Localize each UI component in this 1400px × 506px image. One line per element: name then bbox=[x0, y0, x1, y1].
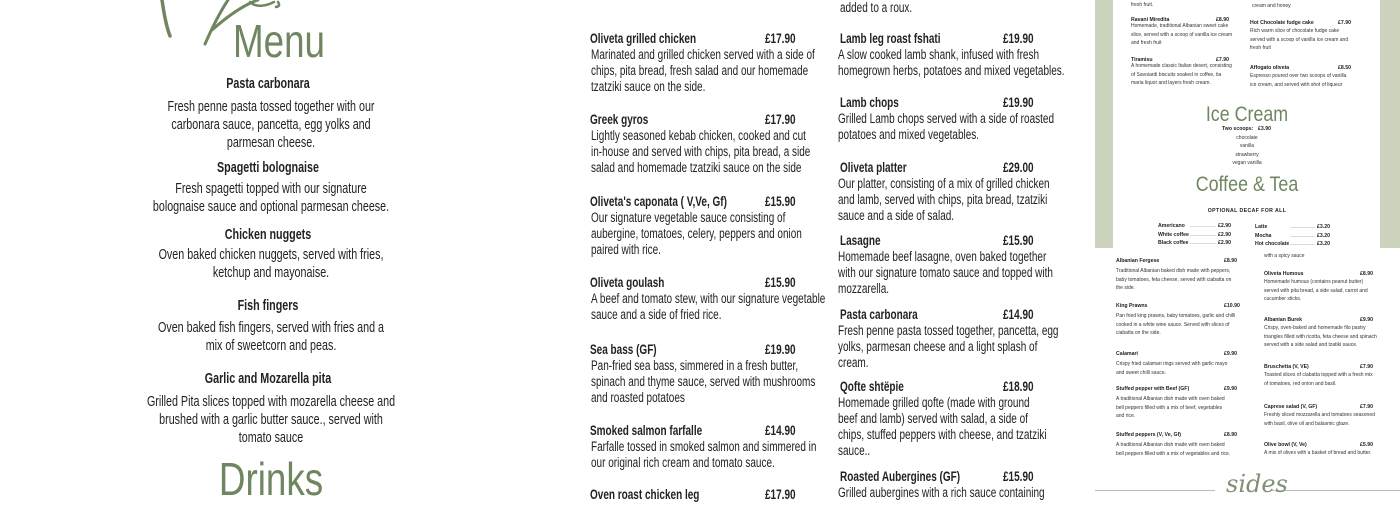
menu-item-description: sauce.. bbox=[838, 443, 871, 458]
dish-price: £10.90 bbox=[1224, 303, 1240, 309]
dish-description: bell peppers filled with a mix of beef, vegetables bbox=[1116, 404, 1223, 411]
dish-description: triangles filled with ricotta, feta cheese and spinach bbox=[1264, 333, 1377, 340]
dish-name: Oliveta Humous bbox=[1264, 271, 1304, 277]
dish-description: bell peppers filled with a mix of vegetables and rice. bbox=[1116, 450, 1231, 457]
menu-item-name: Qofte shtëpie bbox=[840, 379, 904, 394]
dish-name: Hot Chocolate fudge cake bbox=[1250, 20, 1314, 26]
dish-description: Homemade, traditional Albanian sweet cake bbox=[1131, 23, 1229, 29]
dish-name: Caprese salad (V, GF) bbox=[1264, 404, 1318, 410]
dish-name: King Prawns bbox=[1116, 303, 1148, 309]
menu-item-description: and lamb, served with chips, pita bread, tzatziki bbox=[838, 192, 1048, 207]
dish-description: Pan fried king prawns, baby tomatoes, garlic and chilli bbox=[1116, 313, 1236, 319]
dish-description: Espresso poured over two scoops of vanilla bbox=[1250, 73, 1347, 79]
leader-line bbox=[1290, 236, 1315, 237]
menu-item-description: Oven baked fish fingers, served with fries and a bbox=[157, 320, 385, 336]
dish-description: Freshly sliced mozzarella and tomatoes seasoned bbox=[1264, 412, 1375, 418]
dish-price: £8.90 bbox=[1224, 432, 1237, 438]
menu-item-description: Fresh spagetti topped with our signature bbox=[175, 181, 367, 197]
coffee-price: £2.90 bbox=[1218, 223, 1231, 229]
menu-item-description: Homemade beef lasagne, oven baked together bbox=[838, 249, 1047, 264]
dish-description: A traditional Albanian dish made with oven baked bbox=[1116, 442, 1225, 448]
dish-description: served with pita bread, a side salad, carrot and bbox=[1264, 287, 1368, 294]
dish-description: cooked in a white wine sauce. Served with slices of bbox=[1116, 321, 1230, 328]
coffee-price: £2.90 bbox=[1218, 231, 1231, 238]
menu-item-description: A beef and tomato stew, with our signature vegetable bbox=[591, 291, 826, 306]
coffee-price: £3.20 bbox=[1317, 232, 1330, 239]
menu-item-description: A slow cooked lamb shank, infused with fresh bbox=[838, 47, 1040, 62]
menu-item-description: sauce and a side of salad. bbox=[838, 208, 955, 223]
leader-line bbox=[1190, 243, 1216, 244]
menu-item-name: Oliveta platter bbox=[840, 160, 907, 175]
dish-name: Affogato oliveta bbox=[1250, 65, 1290, 71]
menu-item-description: Oven baked chicken nuggets, served with fries, bbox=[158, 247, 384, 263]
coffee-tea-title: Coffee & Tea bbox=[1195, 173, 1299, 196]
ice-cream-flavour: vegan vanilla bbox=[1232, 159, 1262, 166]
dish-description: with a spicy sauce bbox=[1264, 253, 1305, 259]
menu-item-description: mozzarella. bbox=[838, 281, 890, 296]
menu-item-price: £14.90 bbox=[765, 423, 796, 438]
menu-item-name: Fish fingers bbox=[237, 298, 299, 314]
menu-item-name: Sea bass (GF) bbox=[590, 342, 657, 357]
menu-item-price: £19.90 bbox=[1003, 95, 1034, 110]
menu-item-description: potatoes and mixed vegetables. bbox=[838, 127, 980, 142]
coffee-price: £3.20 bbox=[1317, 224, 1330, 230]
menu-item-price: £29.00 bbox=[1003, 160, 1034, 175]
dish-description: Rich warm slice of chocolate fudge cake bbox=[1250, 28, 1340, 34]
coffee-name: Mocha bbox=[1255, 232, 1272, 239]
menu-item-description: aubergine, tomatoes, celery, peppers and onion bbox=[591, 226, 802, 241]
scoops-label: Two scoops: bbox=[1222, 126, 1254, 132]
menu-item-description: Marinated and grilled chicken served with a side of bbox=[591, 47, 815, 62]
decaf-note: OPTIONAL DECAF FOR ALL bbox=[1207, 208, 1287, 214]
menu-item-description: homegrown herbs, potatoes and mixed vegetables. bbox=[838, 63, 1065, 78]
dish-description: and rice. bbox=[1116, 413, 1136, 420]
dish-price: £9.90 bbox=[1360, 317, 1373, 323]
leader-line bbox=[1190, 226, 1216, 227]
menu-item-description: Farfalle tossed in smoked salmon and simmered in bbox=[591, 439, 817, 454]
menu-item-description: parmesan cheese. bbox=[226, 135, 316, 151]
menu-item-price: £17.90 bbox=[765, 487, 796, 502]
coffee-name: Latte bbox=[1255, 224, 1268, 230]
dish-name: Bruschetta (V, VE) bbox=[1264, 364, 1309, 370]
dish-description: of Savoiardi biscuits soaked in coffee, tia bbox=[1131, 71, 1222, 78]
menu-item-description: in-house and served with chips, pita bread, a side bbox=[591, 144, 811, 159]
dish-description: ciabatta on the side. bbox=[1116, 330, 1161, 337]
menu-item-description: sauce and a side of fried rice. bbox=[591, 307, 722, 322]
menu-item-price: £17.90 bbox=[765, 112, 796, 127]
dish-description: and fresh fruit bbox=[1131, 40, 1162, 47]
dish-name: Ravani Miredita bbox=[1131, 17, 1170, 23]
dish-name: Tiramisu bbox=[1131, 57, 1153, 63]
menu-item-name: Lasagne bbox=[840, 233, 881, 248]
menu-item-description: salad and homemade tzatziki sauce on the side bbox=[591, 160, 802, 175]
leader-line bbox=[1290, 227, 1315, 228]
dish-price: £7.90 bbox=[1338, 20, 1351, 26]
scoops-price: £3.90 bbox=[1258, 126, 1271, 132]
menu-item-description: brushed with a garlic butter sauce., served with bbox=[159, 412, 383, 428]
dish-description: and sweet chilli sauce. bbox=[1116, 369, 1167, 376]
dish-name: Albanian Fergese bbox=[1116, 258, 1160, 264]
dish-description: the side. bbox=[1116, 285, 1135, 292]
coffee-price: £2.90 bbox=[1218, 240, 1231, 246]
menu-item-description: beef and lamb) served with salad, a side of bbox=[838, 411, 1028, 426]
menu-item-description: Fresh penne pasta tossed together with our bbox=[167, 99, 375, 115]
menu-item-description: and roasted potatoes bbox=[591, 390, 685, 405]
drinks-title: Drinks bbox=[218, 453, 324, 505]
dessert-description: fresh fruit. bbox=[1131, 2, 1154, 8]
menu-item-description: Fresh penne pasta tossed together, pancetta, egg bbox=[838, 323, 1059, 338]
menu-item-price: £19.90 bbox=[765, 342, 796, 357]
menu-item-description: spinach and thyme sauce, served with mushrooms bbox=[591, 374, 816, 389]
ice-cream-title: Ice Cream bbox=[1205, 103, 1289, 126]
menu-item-name: Oliveta grilled chicken bbox=[590, 31, 697, 46]
menu-item-description: cream. bbox=[838, 355, 869, 370]
coffee-name: Americano bbox=[1158, 223, 1185, 229]
leader-line bbox=[1290, 244, 1315, 245]
menu-item-description: Pan-fried sea bass, simmered in a fresh butter, bbox=[591, 358, 799, 373]
menu-item-price: £15.90 bbox=[765, 194, 796, 209]
dish-price: £7.90 bbox=[1360, 364, 1373, 370]
ice-cream-flavour: vanilla bbox=[1239, 143, 1255, 150]
dish-price: £7.90 bbox=[1360, 404, 1373, 410]
menu-item-description: added to a roux. bbox=[840, 0, 913, 15]
menu-item-name: Oven roast chicken leg bbox=[590, 487, 700, 502]
dish-name: Stuffed pepper with Beef (GF) bbox=[1116, 386, 1190, 392]
divider bbox=[1095, 490, 1215, 491]
menu-item-name: Lamb leg roast fshati bbox=[840, 31, 941, 46]
dish-price: £8.50 bbox=[1338, 65, 1351, 71]
dish-price: £9.90 bbox=[1224, 351, 1237, 357]
menu-item-description: our original rich cream and tomato sauce. bbox=[591, 455, 775, 470]
dish-description: Homemade humous (contains peanut butter) bbox=[1264, 279, 1364, 285]
menu-item-description: Grilled Lamb chops served with a side of roasted bbox=[838, 111, 1055, 126]
menu-item-price: £15.90 bbox=[1003, 469, 1034, 484]
menu-item-description: bolognaise sauce and optional parmesan cheese. bbox=[152, 199, 390, 215]
dish-description: cucumber sticks. bbox=[1264, 296, 1302, 303]
menu-item-name: Garlic and Mozarella pita bbox=[204, 371, 332, 387]
dish-description: of tomatoes, red onion and basil. bbox=[1264, 380, 1337, 387]
menu-item-description: Grilled aubergines with a rich sauce containing bbox=[838, 485, 1045, 500]
dish-description: with basil, olive oil and balsamic glaze. bbox=[1264, 420, 1350, 427]
coffee-name: Black coffee bbox=[1158, 240, 1189, 246]
menu-title: Menu bbox=[232, 15, 326, 67]
dish-description: A mix of olives with a basket of bread and butter. bbox=[1264, 450, 1372, 456]
menu-item-price: £15.90 bbox=[1003, 233, 1034, 248]
coffee-name: White coffee bbox=[1158, 231, 1189, 238]
dish-price: £8.90 bbox=[1360, 271, 1373, 277]
dish-description: fresh fruit bbox=[1250, 45, 1271, 52]
menu-item-name: Smoked salmon farfalle bbox=[590, 423, 703, 438]
menu-item-description: tomato sauce bbox=[238, 430, 304, 446]
menu-item-name: Lamb chops bbox=[840, 95, 899, 110]
menu-item-price: £15.90 bbox=[765, 275, 796, 290]
menu-item-name: Spagetti bolognaise bbox=[217, 160, 319, 176]
menu-item-description: ketchup and mayonaise. bbox=[212, 265, 330, 281]
coffee-name: Hot chocolate bbox=[1255, 241, 1290, 247]
menu-item-name: Chicken nuggets bbox=[224, 227, 312, 243]
menu-item-price: £14.90 bbox=[1003, 307, 1034, 322]
menu-item-name: Roasted Aubergines (GF) bbox=[840, 469, 961, 484]
dish-description: A homemade classic Italian desert, consisting bbox=[1131, 63, 1232, 69]
dish-description: maria liquor and layers fresh cream. bbox=[1131, 80, 1211, 87]
menu-item-description: yolks, parmesan cheese and a light splash of bbox=[838, 339, 1038, 354]
ice-cream-flavour: strawberry bbox=[1235, 151, 1259, 158]
dish-description: A traditional Albanian dish made with oven baked bbox=[1116, 396, 1225, 402]
menu-item-price: £17.90 bbox=[765, 31, 796, 46]
menu-item-price: £19.90 bbox=[1003, 31, 1034, 46]
dish-price: £8.90 bbox=[1224, 258, 1237, 264]
leader-line bbox=[1190, 235, 1216, 236]
dish-description: Toasted slices of ciabatta topped with a fresh mix bbox=[1264, 372, 1373, 378]
menu-item-description: Grilled Pita slices topped with mozarella cheese and bbox=[146, 394, 396, 410]
coffee-price: £3.20 bbox=[1317, 241, 1330, 247]
menu-item-description: chips, pita bread, fresh salad and our homemade bbox=[591, 63, 809, 78]
dish-price: £7.90 bbox=[1216, 57, 1229, 63]
menu-item-price: £18.90 bbox=[1003, 379, 1034, 394]
dish-price: £5.90 bbox=[1360, 442, 1373, 448]
dish-description: slice, served with a scoop of vanilla ice cream bbox=[1131, 31, 1233, 38]
dish-name: Stuffed peppers (V, Ve, Gf) bbox=[1116, 432, 1181, 438]
sides-title: sides bbox=[1226, 470, 1288, 498]
dish-name: Olive bowl (V, Ve) bbox=[1264, 442, 1307, 448]
menu-item-name: Greek gyros bbox=[590, 112, 649, 127]
menu-item-name: Pasta carbonara bbox=[840, 307, 918, 322]
ice-cream-flavour: chocolate bbox=[1236, 135, 1258, 141]
dish-name: Calamari bbox=[1116, 351, 1138, 357]
dish-price: £8.90 bbox=[1216, 17, 1229, 23]
dish-description: Crispy, oven-baked and homemade filo pastry bbox=[1264, 325, 1366, 331]
dish-description: Crispy fried calamari rings served with garlic mayo bbox=[1116, 361, 1228, 367]
menu-item-description: mix of sweetcorn and peas. bbox=[205, 338, 337, 354]
menu-item-name: Oliveta goulash bbox=[590, 275, 665, 290]
menu-item-description: Our signature vegetable sauce consisting of bbox=[591, 210, 786, 225]
menu-item-name: Oliveta's caponata ( V,Ve, Gf) bbox=[590, 194, 727, 209]
divider bbox=[1272, 490, 1400, 491]
dish-name: Albanian Burek bbox=[1264, 317, 1303, 323]
menu-item-description: with our signature tomato sauce and topped with bbox=[838, 265, 1053, 280]
dessert-description: cream and honey bbox=[1252, 3, 1291, 9]
menu-item-description: paired with rice. bbox=[591, 242, 661, 257]
menu-item-description: carbonara sauce, pancetta, egg yolks and bbox=[171, 117, 371, 133]
dish-description: served with a scoop of vanilla ice cream and bbox=[1250, 36, 1349, 43]
dish-description: Traditional Albanian baked dish made with peppers, bbox=[1116, 268, 1231, 274]
menu-item-description: Our platter, consisting of a mix of grilled chicken bbox=[838, 176, 1050, 191]
dish-description: baby tomatoes, feta cheese, served with ciabatta on bbox=[1116, 276, 1232, 283]
menu-item-description: chips, stuffed peppers with cheese, and tzatziki bbox=[838, 427, 1047, 442]
dish-description: ice cream, and served with shot of liqueur bbox=[1250, 81, 1343, 88]
menu-item-description: Homemade grilled qofte (made with ground bbox=[838, 395, 1030, 410]
menu-item-name: Pasta carbonara bbox=[226, 76, 310, 92]
menu-item-description: tzatziki sauce on the side. bbox=[591, 79, 706, 94]
dish-price: £9.90 bbox=[1224, 386, 1237, 392]
dish-description: served with a side salad and tzatiki sauce. bbox=[1264, 342, 1358, 349]
menu-item-description: Lightly seasoned kebab chicken, cooked and cut bbox=[591, 128, 806, 143]
